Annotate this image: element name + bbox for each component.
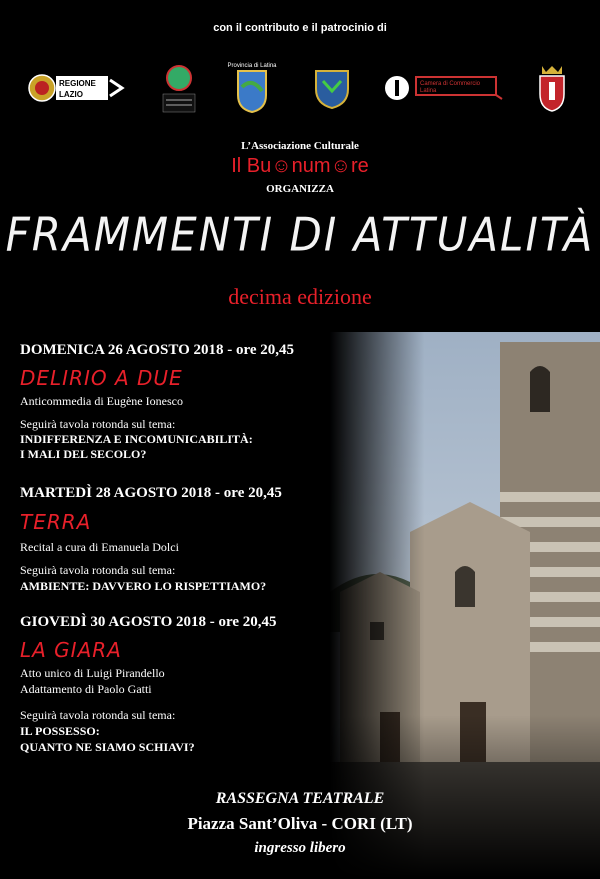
camera-commercio-logo — [414, 60, 504, 116]
association-label: L’Associazione Culturale — [241, 140, 359, 152]
svg-text:Latina: Latina — [420, 88, 437, 94]
event-1-description: Anticommedia di Eugène Ionesco — [20, 394, 183, 408]
event-2-title: TERRA — [20, 510, 92, 534]
organizza-label: ORGANIZZA — [266, 183, 334, 195]
comune-logo — [382, 60, 412, 116]
festival-edition: decima edizione — [228, 284, 372, 309]
event-3-title: LA GIARA — [20, 638, 122, 662]
event-2-date: MARTEDÌ 28 AGOSTO 2018 - ore 20,45 — [20, 485, 282, 501]
event-1-roundtable-intro: Seguirà tavola rotonda sul tema: — [20, 417, 176, 431]
rassegna-label: RASSEGNA TEATRALE — [215, 790, 385, 807]
association-name: Il Bu☺num☺re — [231, 155, 369, 177]
contribution-text: con il contributo e il patrocinio di — [213, 22, 387, 34]
regione-lazio-logo — [26, 60, 126, 116]
entry-label: ingresso libero — [254, 840, 346, 856]
event-3-roundtable-intro: Seguirà tavola rotonda sul tema: — [20, 708, 176, 722]
event-1-date: DOMENICA 26 AGOSTO 2018 - ore 20,45 — [20, 342, 295, 358]
svg-text:LAZIO: LAZIO — [59, 90, 83, 99]
provincia-latina-logo — [222, 60, 282, 116]
event-3-theme-line-2: QUANTO NE SIAMO SCHIAVI? — [20, 740, 195, 754]
event-3-description-line-1: Atto unico di Luigi Pirandello — [20, 666, 165, 680]
festival-title: FRAMMENTI DI ATTUALITÀ — [5, 207, 595, 262]
event-3-description-line-2: Adattamento di Paolo Gatti — [20, 682, 152, 696]
svg-text:REGIONE: REGIONE — [59, 79, 96, 88]
event-1-title: DELIRIO A DUE — [20, 366, 183, 390]
event-2-description: Recital a cura di Emanuela Dolci — [20, 540, 179, 554]
event-2-roundtable-intro: Seguirà tavola rotonda sul tema: — [20, 563, 176, 577]
event-1-theme-line-1: INDIFFERENZA E INCOMUNICABILITÀ: — [20, 432, 253, 446]
cori-crest-logo — [532, 60, 572, 116]
crest-shield-logo — [312, 60, 352, 116]
provincia-label: Provincia di Latina — [227, 63, 277, 69]
venue-location: Piazza Sant’Oliva - CORI (LT) — [187, 814, 413, 833]
consiglio-regionale-logo — [158, 60, 200, 116]
event-2-theme-line-1: AMBIENTE: DAVVERO LO RISPETTIAMO? — [20, 579, 267, 593]
event-1-theme-line-2: I MALI DEL SECOLO? — [20, 447, 147, 461]
event-3-theme-line-1: IL POSSESSO: — [20, 724, 100, 738]
event-3-date: GIOVEDÌ 30 AGOSTO 2018 - ore 20,45 — [20, 614, 277, 630]
svg-text:Camera di Commercio: Camera di Commercio — [420, 81, 481, 87]
